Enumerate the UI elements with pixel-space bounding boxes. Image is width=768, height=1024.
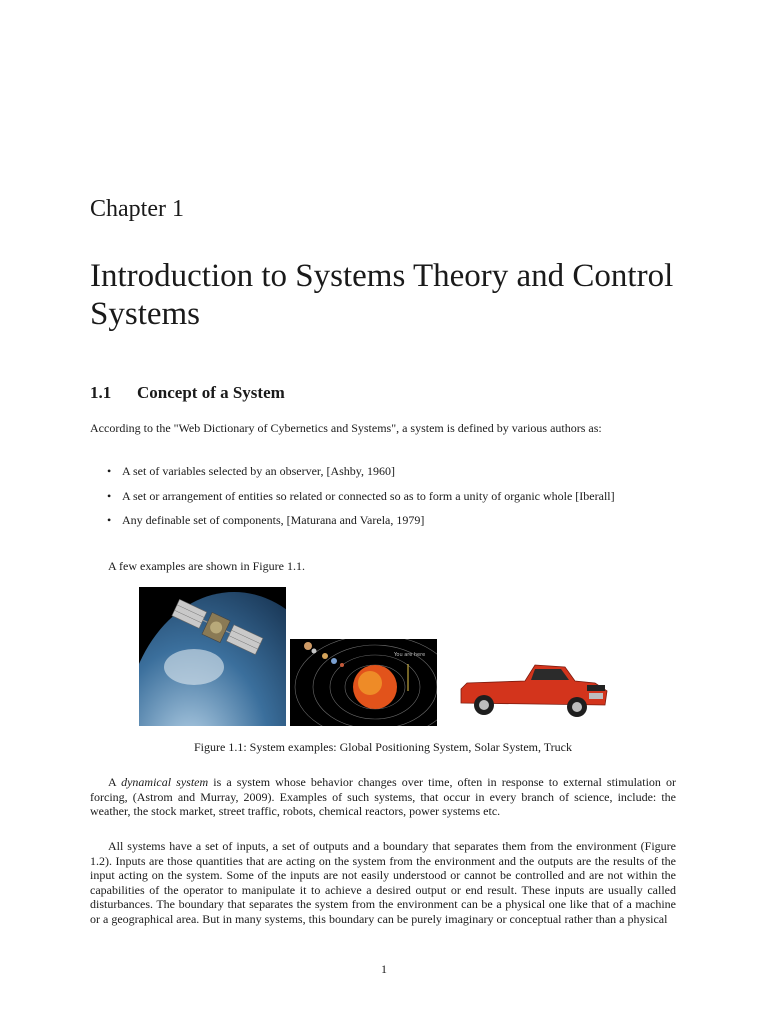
satellite-icon — [139, 587, 286, 726]
truck-image — [439, 647, 619, 727]
list-item: • A set or arrangement of entities so related or connected so as to form a unity of organic whole [Iberall] — [107, 488, 615, 503]
list-item: • A set of variables selected by an observer, [Ashby, 1960] — [107, 464, 395, 478]
figure-1-1 — [139, 587, 619, 727]
chapter-title: Introduction to Systems Theory and Control Systems — [90, 258, 674, 332]
bullet-icon: • — [107, 513, 112, 527]
definitions-list — [90, 464, 676, 538]
dynamical-system-term: dynamical system — [121, 775, 209, 789]
dynamical-system-paragraph: A dynamical system is a system whose behavior changes over time, often in response to external stimulation or forcing, (Astrom and Murray, 2009). Examples of such systems, that occur in every branch of science, include: the weather, the stock market, street traffic, robots, chemical reactors, power systems etc. — [90, 775, 676, 818]
bullet-icon: • — [107, 488, 112, 503]
section-heading — [90, 383, 285, 403]
examples-line: A few examples are shown in Figure 1.1. — [108, 559, 305, 573]
solar-system-icon — [290, 639, 437, 726]
page-number: 1 — [381, 962, 387, 976]
satellite-image — [139, 587, 286, 726]
intro-paragraph: According to the "Web Dictionary of Cybernetics and Systems", a system is defined by various authors as: — [90, 421, 602, 435]
bullet-icon: • — [107, 464, 112, 478]
list-item: • Any definable set of components, [Maturana and Varela, 1979] — [107, 513, 425, 527]
solar-system-image — [290, 639, 437, 726]
section-number: 1.1 — [90, 383, 112, 402]
chapter-label: Chapter 1 — [90, 196, 184, 222]
figure-caption: Figure 1.1: System examples: Global Positioning System, Solar System, Truck — [193, 740, 572, 754]
inputs-paragraph: All systems have a set of inputs, a set of outputs and a boundary that separates them from the environment (Figure 1.2). Inputs are those quantities that are acting on the system from the environment and the outputs are the results of the input acting on the system. Some of the inputs are not easily understood or cannot be controlled and are not within the capabilities of the operator to manipulate it to achieve a desired output or end result. These inputs are usually called disturbances. The boundary that separates the system from the environment can be a physical one like that of a machine or a geographical area. But in many systems, this boundary can be purely imaginary or conceptual rather than a physical — [90, 839, 676, 926]
section-title: Concept of a System — [137, 383, 285, 402]
solar-inset-label: You are here — [394, 652, 426, 658]
truck-icon — [439, 647, 619, 727]
